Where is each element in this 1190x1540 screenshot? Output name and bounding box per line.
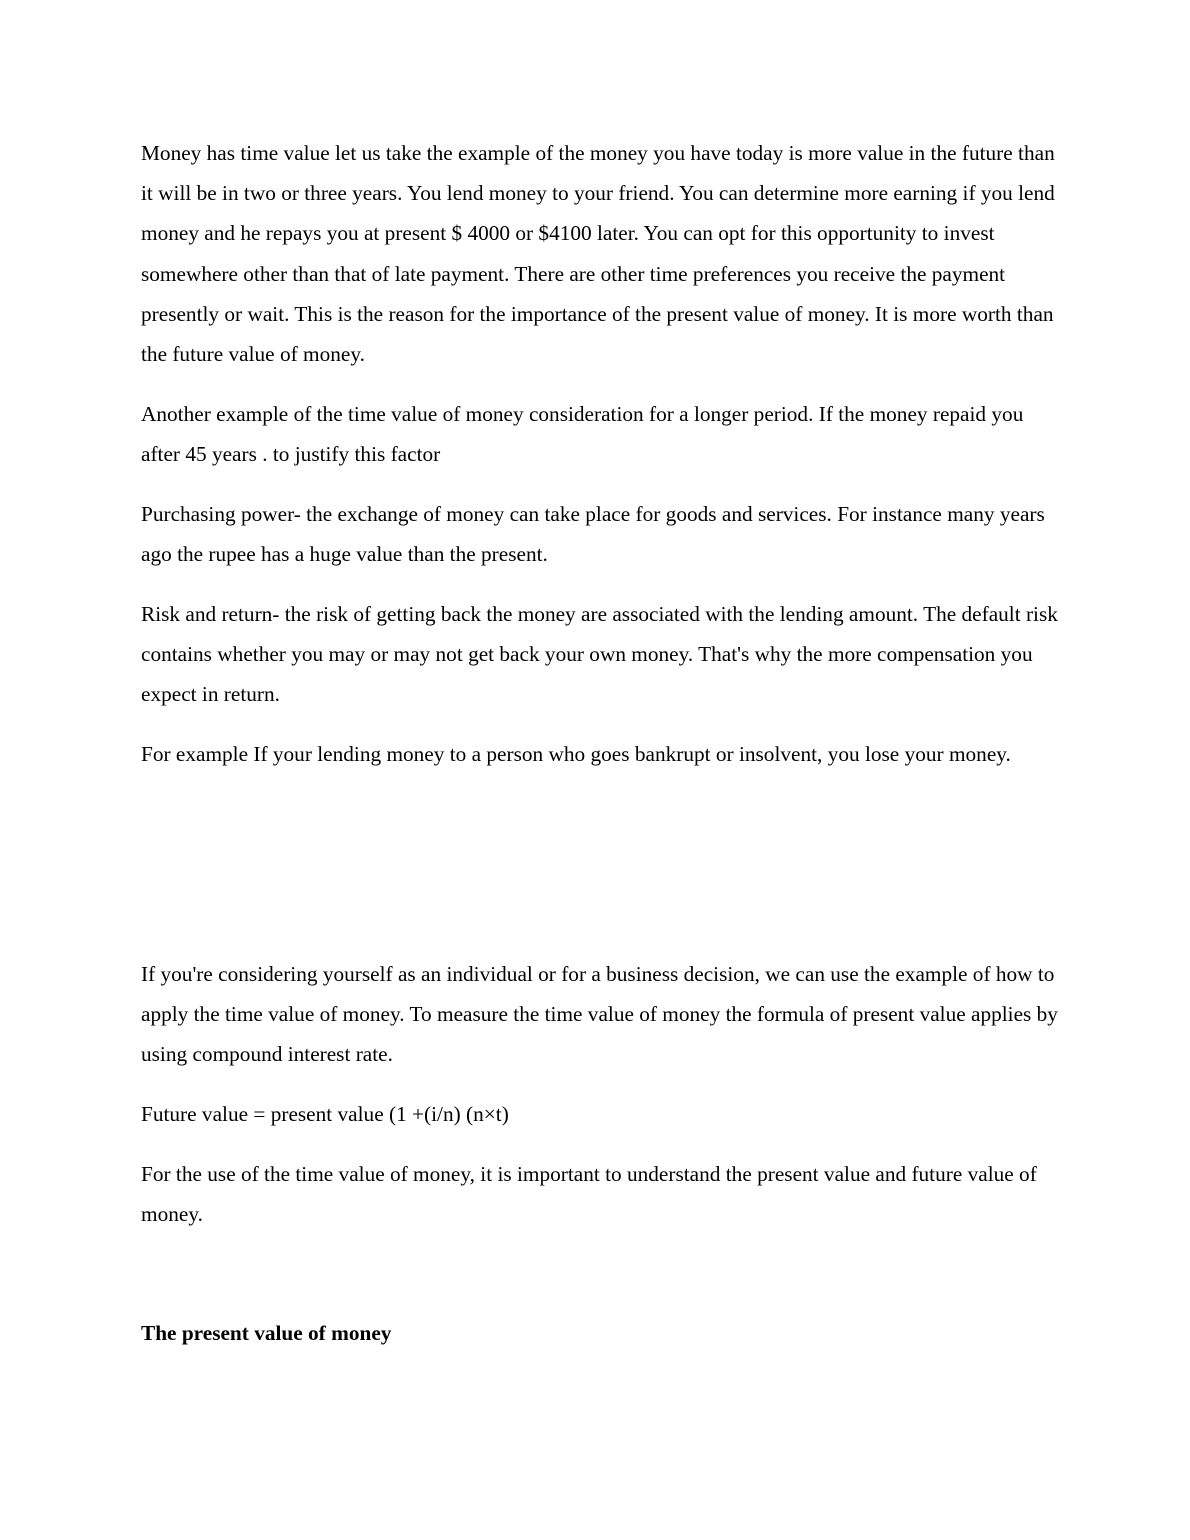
- paragraph-risk-and-return: Risk and return- the risk of getting back the money are associated with the lending amount. The default risk contains whether you may or may not get back your own money. That's why the more compensation you expect in return.: [141, 602, 1058, 707]
- paragraph-lending-example: For example If your lending money to a person who goes bankrupt or insolvent, you lose your money.: [141, 742, 1011, 766]
- paragraph-longer-period-example: Another example of the time value of money consideration for a longer period. If the money repaid you after 45 years . to justify this factor: [141, 402, 1024, 467]
- paragraph-apply-time-value: If you're considering yourself as an individual or for a business decision, we can use the example of how to apply the time value of money. To measure the time value of money the formula of present value applies by using compound interest rate.: [141, 962, 1058, 1067]
- paragraph-purchasing-power: Purchasing power- the exchange of money can take place for goods and services. For instance many years ago the rupee has a huge value than the present.: [141, 502, 1045, 567]
- paragraph-present-future-value: For the use of the time value of money, it is important to understand the present value and future value of money.: [141, 1162, 1037, 1227]
- heading-present-value: The present value of money: [141, 1321, 392, 1345]
- paragraph-time-value-intro: Money has time value let us take the example of the money you have today is more value in the future than it will be in two or three years. You lend money to your friend. You can determine more earning if you lend money and he repays you at present $ 4000 or $4100 later. You can opt for this opportunity to invest somewhere other than that of late payment. There are other time preferences you receive the payment presently or wait. This is the reason for the importance of the present value of money. It is more worth than the future value of money.: [141, 141, 1055, 367]
- paragraph-future-value-formula: Future value = present value (1 +(i/n) (n×t): [141, 1102, 509, 1126]
